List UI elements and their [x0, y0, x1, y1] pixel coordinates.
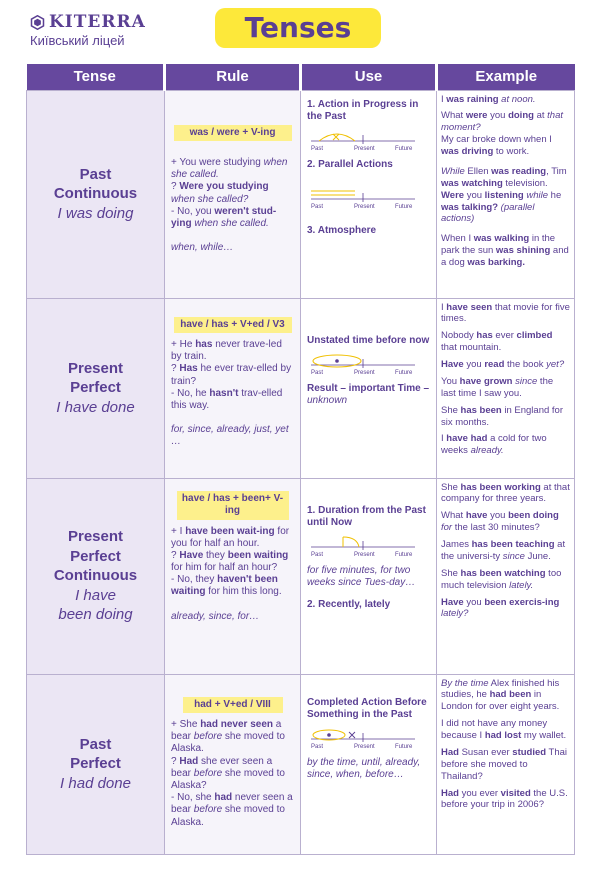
- svg-text:Future: Future: [395, 551, 413, 558]
- column-header-rule: Rule: [165, 64, 301, 90]
- formula-badge: had + V+ed / VIII: [183, 697, 283, 714]
- rule-affirmative: + She had never seen a bear before she moved to Alaska.: [171, 719, 285, 755]
- rule-negative: - No, they haven't been waiting for him this long.: [171, 574, 282, 598]
- rule-cell: [165, 674, 301, 854]
- svg-text:Present: Present: [354, 743, 375, 750]
- column-header-example: Example: [437, 64, 575, 90]
- logo: [30, 12, 146, 48]
- example-line: While Ellen was reading, Tim was watching television. Were you listening while he was talking? (parallel actions): [441, 165, 567, 225]
- header: [0, 0, 596, 60]
- table-header-row: [27, 64, 575, 90]
- use-cell: [301, 298, 437, 478]
- timeline-progress-diagram: [307, 127, 419, 153]
- title-banner: [215, 8, 381, 48]
- tense-name: Present Perfect Continuous: [53, 528, 138, 585]
- svg-text:Past: Past: [311, 369, 324, 376]
- logo-subtitle: Київський ліцей: [30, 33, 125, 48]
- tense-name: Past Perfect: [70, 735, 121, 773]
- example-line: I did not have any money because I had lost my wallet.: [441, 718, 567, 741]
- svg-text:Past: Past: [311, 743, 324, 750]
- svg-text:Present: Present: [354, 551, 375, 558]
- svg-text:Future: Future: [395, 369, 413, 376]
- use-label: Completed Action Before Something in the Past: [307, 696, 427, 720]
- svg-text:Past: Past: [311, 551, 324, 558]
- example-line: I have seen that movie for five times.: [441, 301, 570, 325]
- rule-question: ? Had she ever seen a bear before she moved to Alaska?: [171, 755, 285, 791]
- rule-negative: - No, you weren't stud-ying when she called.: [171, 205, 277, 229]
- rule-affirmative: + You were studying when she called.: [171, 157, 288, 181]
- example-cell: [437, 478, 575, 674]
- rule-markers: when, while…: [171, 242, 234, 254]
- svg-text:Past: Past: [311, 145, 324, 152]
- use-markers: by the time, until, already, since, when, before…: [307, 756, 421, 781]
- example-line: She has been in England for six months.: [441, 404, 563, 428]
- tense-cell: [27, 90, 165, 298]
- use-label: 3. Atmosphere: [307, 225, 377, 237]
- rule-question: ? Have they been waiting for him for half an hour?: [171, 549, 289, 574]
- example-line: You have grown since the last time I saw you.: [441, 375, 554, 399]
- use-label: 2. Recently, lately: [307, 599, 391, 611]
- example-line: By the time Alex finished his studies, he had been in London for over eight years.: [441, 677, 560, 713]
- rule-negative: - No, he hasn't trav-elled this way.: [171, 387, 283, 411]
- formula-badge: have / has + V+ed / V3: [174, 317, 292, 334]
- example-line: I have had a cold for two weeks already.: [441, 433, 547, 457]
- use-cell: [301, 478, 437, 674]
- svg-text:Past: Past: [311, 204, 324, 211]
- svg-text:Present: Present: [354, 204, 375, 211]
- use-cell: [301, 674, 437, 854]
- svg-text:Future: Future: [395, 743, 413, 750]
- example-line: My car broke down when I was driving to work.: [441, 134, 552, 157]
- rule-cell: [165, 298, 301, 478]
- tense-cell: [27, 674, 165, 854]
- example-line: Had you ever visited the U.S. before your trip in 2006?: [441, 787, 568, 811]
- rule-affirmative: + He has never trave-led by train.: [171, 339, 282, 363]
- use-label: Result – important Time – unknown: [307, 382, 430, 406]
- use-label: 1. Duration from the Past until Now: [307, 504, 426, 528]
- example-line: When I was walking in the park the sun was shining and a dog was barking.: [441, 233, 569, 268]
- column-header-tense: Tense: [27, 64, 165, 90]
- example-cell: [437, 298, 575, 478]
- use-label: 1. Action in Progress in the Past: [307, 98, 419, 122]
- tense-form: I had done: [60, 774, 131, 792]
- example-line: Had Susan ever studied Thai before she moved to Thailand?: [441, 746, 568, 782]
- example-line: Have you been exercis-ing lately?: [441, 596, 560, 620]
- tense-name: Past Continuous: [53, 165, 138, 203]
- rule-markers: already, since, for…: [171, 610, 260, 622]
- rule-question: ? Has he ever trav-elled by train?: [171, 363, 292, 387]
- use-markers: for five minutes, for two weeks since Tues-day…: [307, 564, 416, 589]
- example-line: I was raining at noon.: [441, 93, 536, 105]
- svg-text:Present: Present: [354, 145, 375, 152]
- table-row-present-perfect: [27, 298, 575, 478]
- example-line: She has been watching too much television lately.: [441, 567, 562, 591]
- rule-cell: [165, 90, 301, 298]
- tense-cell: [27, 298, 165, 478]
- svg-text:Present: Present: [354, 369, 375, 376]
- tense-form: I have been doing: [58, 586, 133, 624]
- example-line: Have you read the book yet?: [441, 359, 565, 370]
- tense-form: I was doing: [57, 204, 134, 222]
- tenses-table: [26, 64, 575, 855]
- timeline-duration-diagram: [307, 533, 419, 559]
- example-line: James has been teaching at the universi-ty since June.: [441, 539, 566, 562]
- use-label: 2. Parallel Actions: [307, 158, 393, 170]
- svg-text:Future: Future: [395, 145, 413, 152]
- formula-badge: was / were + V-ing: [174, 125, 292, 142]
- rule-cell: [165, 478, 301, 674]
- use-cell: [301, 90, 437, 298]
- column-header-use: Use: [301, 64, 437, 90]
- svg-text:Future: Future: [395, 204, 413, 211]
- example-line: Nobody has ever climbed that mountain.: [441, 330, 553, 354]
- rule-affirmative: + I have been wait-ing for you for half an hour.: [171, 525, 290, 549]
- timeline-completed-diagram: [307, 725, 419, 751]
- rule-negative: - No, she had never seen a bear before she moved to Alaska.: [171, 792, 293, 828]
- rule-question: ? Were you studying when she called?: [171, 181, 269, 205]
- tense-form: I have done: [56, 398, 135, 416]
- rule-markers: for, since, already, just, yet …: [171, 424, 289, 448]
- use-label: Unstated time before now: [307, 334, 430, 346]
- table-row-past-continuous: [27, 90, 575, 298]
- timeline-unstated-diagram: [307, 351, 419, 377]
- example-cell: [437, 90, 575, 298]
- logo-name: KITERRA: [49, 12, 146, 32]
- example-line: What have you been doing for the last 30 minutes?: [441, 510, 559, 534]
- table-row-present-perfect-continuous: [27, 478, 575, 674]
- example-line: She has been working at that company for three years.: [441, 481, 570, 505]
- example-cell: [437, 674, 575, 854]
- hexagon-logo-icon: [30, 15, 45, 30]
- page-title: Tenses: [244, 11, 352, 44]
- table-row-past-perfect: [27, 674, 575, 854]
- example-line: What were you doing at that moment?: [441, 110, 563, 134]
- tense-name: Present Perfect: [67, 359, 124, 397]
- tense-cell: [27, 478, 165, 674]
- formula-badge: have / has + been+ V-ing: [177, 491, 289, 520]
- timeline-parallel-diagram: [307, 185, 419, 211]
